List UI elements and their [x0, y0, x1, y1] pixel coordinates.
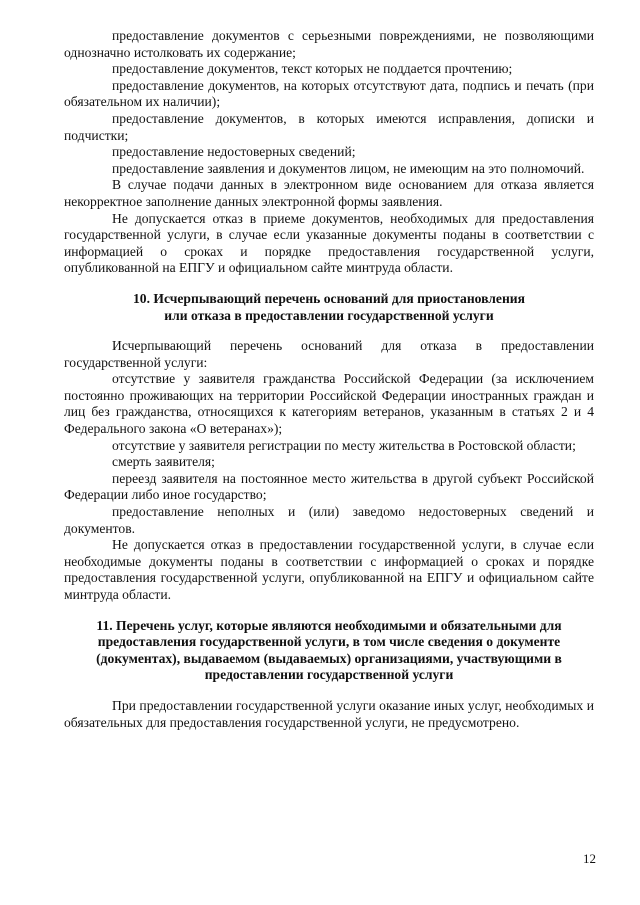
paragraph: Исчерпывающий перечень оснований для отказа в предоставлении государственной услуги:	[64, 338, 594, 370]
section-11-heading	[64, 618, 594, 684]
section-heading-line: 10. Исчерпывающий перечень оснований для приостановления	[133, 290, 525, 306]
paragraph: В случае подачи данных в электронном виде основанием для отказа является некорректное заполнение данных электронной формы заявления.	[64, 177, 594, 209]
section-heading-line: или отказа в предоставлении государственной услуги	[164, 307, 494, 323]
paragraph: предоставление документов с серьезными повреждениями, не позволяющими однозначно истолковать их содержание;	[64, 28, 594, 60]
paragraph: предоставление неполных и (или) заведомо недостоверных сведений и документов.	[64, 504, 594, 536]
page-number: 12	[583, 851, 596, 866]
paragraph: предоставление документов, в которых имеются исправления, дописки и подчистки;	[64, 110, 594, 143]
paragraph: предоставление документов, на которых отсутствуют дата, подпись и печать (при обязательном их наличии);	[64, 77, 594, 110]
paragraph: При предоставлении государственной услуги оказание иных услуг, необходимых и обязательных для предоставления государственной услуги, не предусмотрено.	[64, 697, 594, 730]
paragraph: Не допускается отказ в приеме документов, необходимых для предоставления государственной услуги, в случае если указанные документы поданы в соответствии с информацией о сроках и порядке предоставления государственной услуги, опубликованной на ЕПГУ и официальном сайте минтруда области.	[64, 210, 594, 276]
paragraph: отсутствие у заявителя регистрации по месту жительства в Ростовской области;	[112, 437, 576, 453]
paragraph: отсутствие у заявителя гражданства Российской Федерации (за исключением постоянно проживающих на территории Российской Федерации иностранных граждан и лиц без гражданства, относящихся к категориям ветеранов, указанным в статьях 2 и 4 Федерального закона «О ветеранах»);	[64, 371, 594, 437]
paragraph: переезд заявителя на постоянное место жительства в другой субъект Российской Федерации либо иное государство;	[64, 470, 594, 503]
paragraph: Не допускается отказ в предоставлении государственной услуги, в случае если необходимые документы поданы в соответствии с информацией о сроках и порядке предоставления государственной услуги, опубликованной на ЕПГУ и официальном сайте минтруда области.	[64, 537, 594, 602]
section-10-heading	[64, 291, 594, 324]
paragraph: предоставление заявления и документов лицом, не имеющим на это полномочий.	[112, 160, 585, 176]
section-heading: 11. Перечень услуг, которые являются необходимыми и обязательными для предоставления государственной услуги, в том числе сведения о документе (документах), выдаваемом (выдаваемых) организациями, участвующими в предоставлении государственной услуги	[96, 617, 562, 683]
page-content	[64, 28, 594, 731]
paragraph: смерть заявителя;	[112, 454, 215, 470]
section-11-body	[64, 698, 594, 731]
section-10-body	[64, 338, 594, 604]
paragraph: предоставление недостоверных сведений;	[112, 144, 356, 160]
paragraph: предоставление документов, текст которых не поддается прочтению;	[112, 61, 513, 77]
